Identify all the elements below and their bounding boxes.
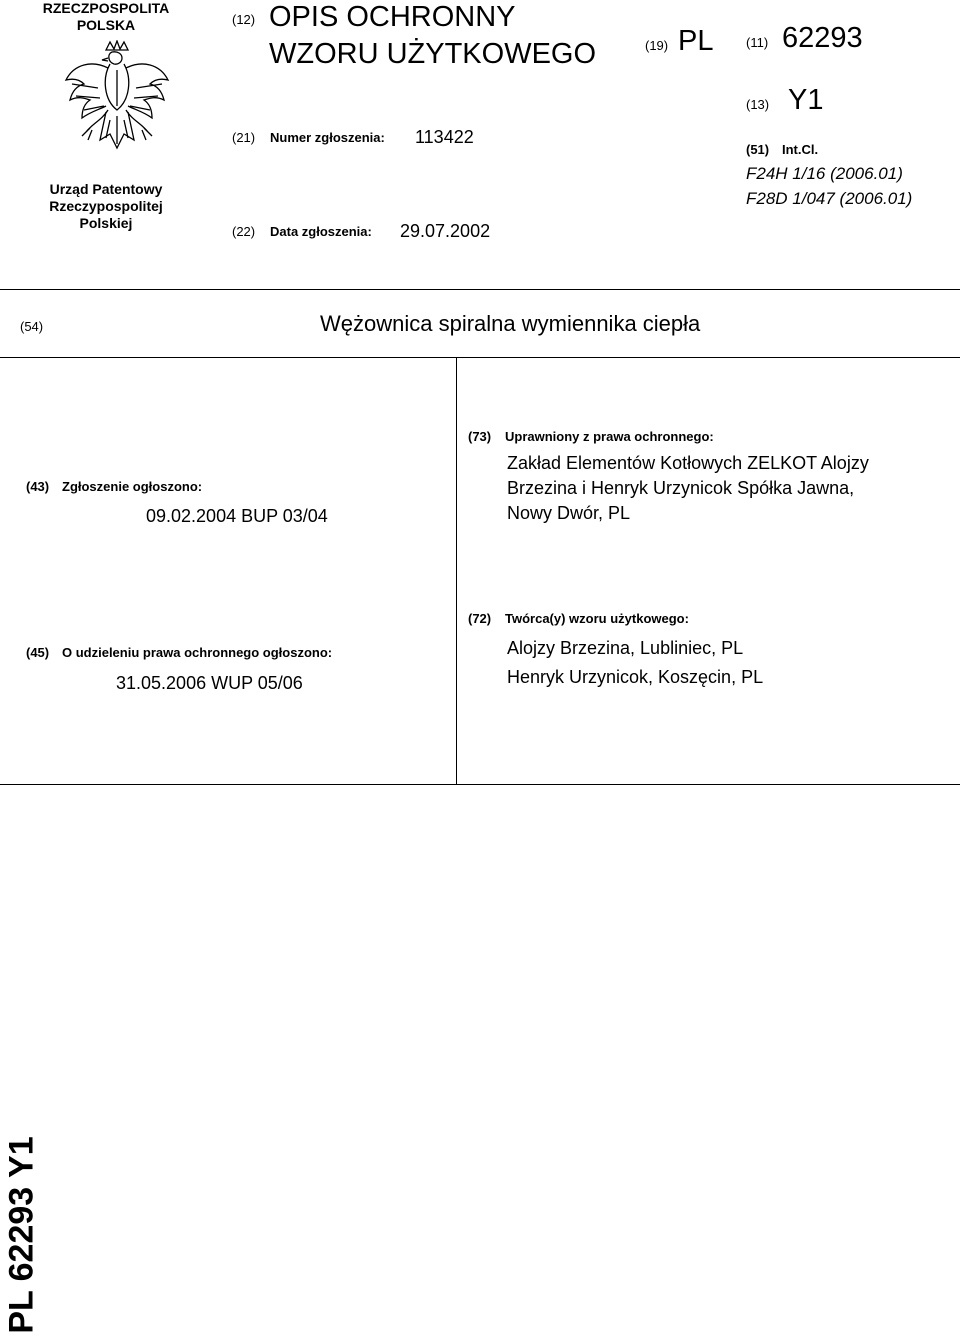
publication-code: (43) (26, 479, 50, 494)
grant-code: (45) (26, 645, 50, 660)
filing-date-code: (22) (232, 224, 256, 239)
publication-value: 09.02.2004 BUP 03/04 (146, 506, 328, 526)
country-code-label: (19) (645, 38, 669, 53)
document-kind: Y1 (788, 84, 824, 116)
kind-code: (13) (746, 97, 770, 112)
holder-code: (73) (468, 429, 492, 444)
divider (0, 357, 960, 358)
classification-label: Int.Cl. (782, 142, 819, 157)
classification-entry: F24H 1/16 (2006.01) (746, 164, 903, 183)
doc-type-code: (12) (232, 12, 256, 27)
document-title: Wężownica spiralna wymiennika ciepła (320, 311, 701, 336)
inventors-label: Twórca(y) wzoru użytkowego: (505, 611, 689, 626)
inventor-line: Henryk Urzynicok, Koszęcin, PL (507, 667, 764, 687)
classification-code: (51) (746, 142, 770, 157)
country-code: PL (678, 25, 714, 57)
inventor-line: Alojzy Brzezina, Lubliniec, PL (507, 638, 744, 658)
office-name-2: Rzeczypospolitej (49, 198, 163, 214)
filing-date-label: Data zgłoszenia: (270, 224, 372, 239)
grant-label: O udzieleniu prawa ochronnego ogłoszono: (62, 645, 333, 660)
office-name-3: Polskiej (79, 215, 133, 231)
doc-type-line1: OPIS OCHRONNY (269, 1, 516, 33)
title-code: (54) (20, 319, 44, 334)
side-label: PL 62293 Y1 (2, 1136, 41, 1334)
publication-label: Zgłoszenie ogłoszono: (62, 479, 203, 494)
country-name: RZECZPOSPOLITA (42, 0, 170, 16)
holder-line: Nowy Dwór, PL (507, 503, 631, 523)
column-divider (456, 357, 457, 784)
application-no-label: Numer zgłoszenia: (270, 130, 385, 145)
classification-entry: F28D 1/047 (2006.01) (746, 189, 913, 208)
office-name-1: Urząd Patentowy (49, 181, 163, 197)
holder-line: Zakład Elementów Kotłowych ZELKOT Alojzy (507, 453, 869, 473)
number-code: (11) (746, 35, 769, 50)
inventors-code: (72) (468, 611, 492, 626)
holder-label: Uprawniony z prawa ochronnego: (505, 429, 714, 444)
application-no-code: (21) (232, 130, 256, 145)
polish-eagle-emblem (62, 40, 172, 170)
divider (0, 289, 960, 290)
application-no-value: 113422 (415, 127, 474, 147)
holder-line: Brzezina i Henryk Urzynicok Spółka Jawna, (507, 478, 855, 498)
divider (0, 784, 960, 785)
country-name-2: POLSKA (76, 17, 136, 33)
document-number: 62293 (782, 22, 863, 54)
grant-value: 31.05.2006 WUP 05/06 (116, 673, 303, 693)
filing-date-value: 29.07.2002 (400, 221, 491, 241)
doc-type-line2: WZORU UŻYTKOWEGO (269, 38, 597, 70)
